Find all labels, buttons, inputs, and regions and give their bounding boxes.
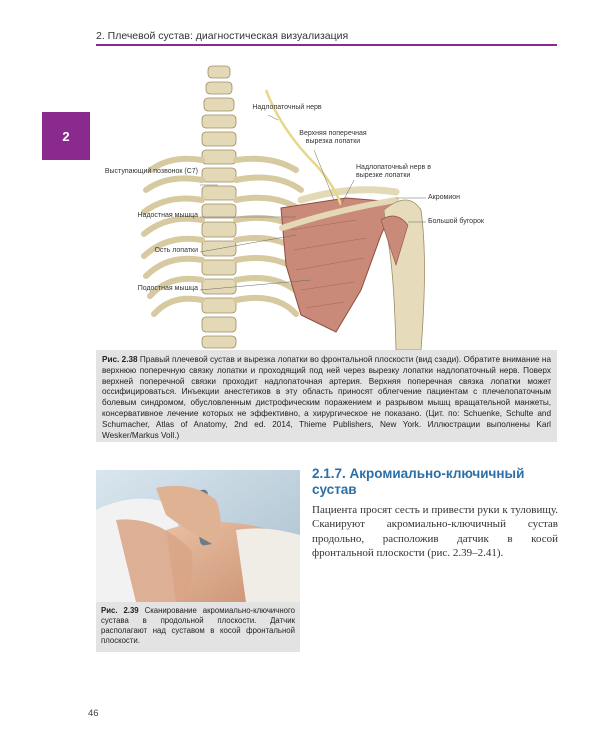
section-body: Пациента просят сесть и привести руки к туловищу. Сканируют акромиально-ключичный сустав продольно, расположив датчик в косой фронтальной плоскости (рис. 2.39–2.41). <box>312 504 558 559</box>
photo-illustration <box>96 470 300 602</box>
section-heading: 2.1.7. Акромиально-ключичный сустав <box>312 466 525 498</box>
anatomy-figure <box>96 60 557 350</box>
label-vertebra-c7: Выступающий позвонок (C7) <box>104 168 198 175</box>
caption-label: Рис. 2.38 <box>102 355 138 364</box>
figure-caption-2-38 <box>96 350 557 442</box>
caption-label: Рис. 2.39 <box>101 606 139 615</box>
label-acromion: Акромион <box>428 194 460 201</box>
label-scapular-spine: Ость лопатки <box>154 247 198 254</box>
page-header-title: 2. Плечевой сустав: диагностическая визуализация <box>96 30 349 42</box>
header-rule <box>96 44 557 46</box>
label-superior-transverse-ligament: Верхняя поперечная вырезка лопатки <box>299 130 367 146</box>
figure-caption-2-39 <box>96 602 300 652</box>
label-nerve-in-notch: Надлопаточный нерв в вырезке лопатки <box>356 164 431 180</box>
label-greater-tubercle: Большой бугорок <box>428 218 484 225</box>
page-number: 46 <box>88 708 99 719</box>
label-infraspinatus: Подостная мышца <box>137 285 198 292</box>
anatomy-illustration <box>96 60 557 350</box>
ultrasound-photo <box>96 470 300 602</box>
label-suprascapular-nerve: Надлопаточный нерв <box>252 104 322 111</box>
caption-text: Сканирование акромиально-ключичного сустава в продольной плоскости. Датчик располагают над суставом в косой фронтальной плоскости. <box>101 606 295 646</box>
caption-text: Правый плечевой сустав и вырезка лопатки во фронтальной плоскости (вид сзади). Обратите внимание на верхнюю поперечную связку лопатки и проходящий под ней через вырезку лопатки надлопаточный нерв. Поверх верхней поперечной связки проходит надлопаточная артерия. Верхняя поперечная связка лопатки может оссифицироваться. Инъекции анестетиков в эту область приносят облегчение пациентам с плечелопаточным болевым синдромом, обусловленным дистрофическим поражением и разрывом мышц вращательной манжеты, консервативное лечение которых не эффективно, а хирургическое не показано. (Цит. по: Schuenke, Schulte and Schumacher, Atlas of Anatomy, 2nd ed. 2014, Thieme Publishers, New York. Иллюстрации выполнены Karl Wesker/Markus Voll.) <box>102 355 551 440</box>
chapter-tab: 2 <box>42 112 90 160</box>
label-supraspinatus: Надостная мышца <box>137 212 198 219</box>
